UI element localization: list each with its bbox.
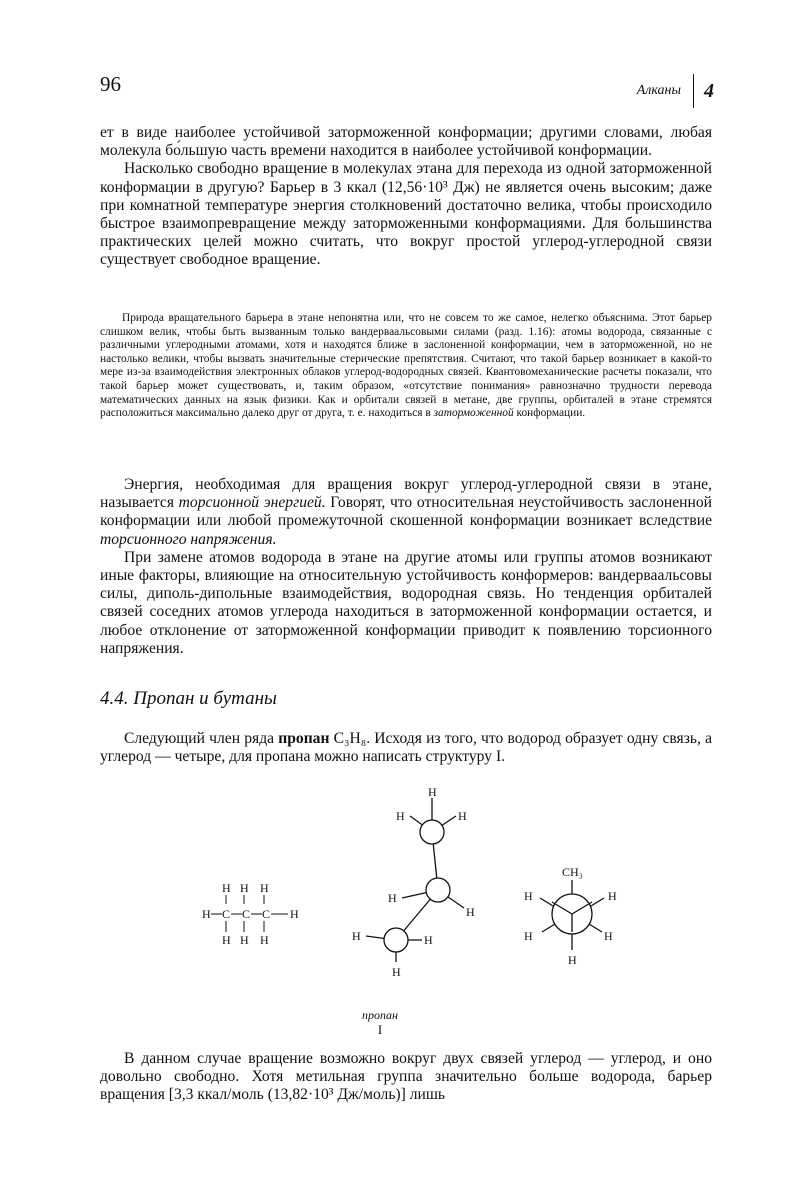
- p3-text: Энергия, необходимая для вращения вокруг углерод-углеродной связи в этане, называется: [100, 476, 712, 512]
- p5-text: Следующий член ряда: [124, 730, 279, 747]
- atom-label: H: [466, 905, 475, 919]
- atom-label: H: [352, 929, 361, 943]
- figure-caption: пропан: [362, 1008, 398, 1022]
- atom-label: H: [260, 881, 269, 895]
- atom-label: H: [240, 933, 249, 947]
- atom-label: H: [568, 953, 577, 967]
- atom-label: H: [202, 907, 211, 921]
- atom-label: C: [222, 907, 231, 921]
- header-separator: [693, 74, 694, 108]
- p5-text-2: . Исходя из того, что водород образует одну связь, а углерод — четыре, для пропана можно написать структуру I.: [100, 730, 712, 766]
- paragraph: В данном случае вращение возможно вокруг двух связей углерод — углерод, и оно довольно свободно. Хотя метильная группа значительно больше водорода, барьер вращения [3,3 ккал/моль (13,82·10³ Дж/моль)] лишь: [100, 1050, 712, 1104]
- chapter-number: 4: [704, 79, 714, 102]
- note-text-end: конформации.: [513, 407, 586, 420]
- running-title: Алканы: [636, 83, 681, 98]
- note-emphasis: заторможенной: [433, 407, 514, 420]
- small-print-note: [100, 312, 712, 421]
- page-number: 96: [100, 72, 121, 96]
- paragraph: [100, 730, 712, 766]
- propane-formula: C₃H₈: [329, 730, 367, 747]
- atom-label: H: [608, 889, 617, 903]
- term-torsional-strain: торсионного напряжения.: [100, 530, 277, 548]
- paragraph: Насколько свободно вращение в молекулах этана для перехода из одной заторможенной конформации в другую? Барьер в 3 ккал (12,56·10³ Дж) не является очень высоким; даже при комнатной температуре энергия столкновений достаточно велика, чтобы происходило быстрое взаимопревращение между заторможенными конформациями. Для большинства практических целей можно считать, что вокруг простой углерод-углеродной связи существует свободное вращение.: [100, 160, 712, 269]
- newman-projection: [540, 880, 604, 950]
- atom-label: H: [260, 933, 269, 947]
- methyl-label: CH₃: [562, 865, 583, 879]
- ball-and-stick-model: [366, 798, 464, 962]
- atom-label: H: [524, 889, 533, 903]
- atom-label: H: [240, 881, 249, 895]
- atom-label: H: [222, 881, 231, 895]
- note-paragraph: [100, 312, 712, 421]
- atom-label: H: [290, 907, 299, 921]
- running-head: [637, 74, 714, 108]
- bottom-text: [100, 1050, 712, 1105]
- atom-label: H: [396, 809, 405, 823]
- structural-formula: [202, 881, 299, 947]
- propane-structures-figure: [180, 780, 640, 1010]
- paragraph: [100, 476, 712, 549]
- note-text: Природа вращательного барьера в этане непонятна или, что не совсем то же самое, нелегко объяснима. Этот барьер слишком велик, чтобы быть вызванным только вандерваальсовыми силами (разд. 1.16): атомы водорода, связанные с различными углеродными атомами, хотя и находятся ближе в заслоненной конформации, чем в заторможенной, но не настолько велики, чтобы вызвать значительные стерические препятствия. Считают, что такой барьер возникает в какой-то мере из-за взаимодействия электронных облаков углерод-водородных связей. Квантовомеханические расчеты показали, что такой барьер может существовать, и, таким образом, «отсутствие понимания» равнозначно трудности перевода математических данных на язык физики. Как и орбитали связей в метане, две группы, орбиталей в этане стремятся расположиться максимально далеко друг от друга, т. е. находиться в: [100, 312, 712, 420]
- atom-label: C: [262, 907, 271, 921]
- section-text: [100, 730, 712, 766]
- atom-label: H: [604, 929, 613, 943]
- atom-label: H: [524, 929, 533, 943]
- atom-label: H: [388, 891, 397, 905]
- middle-text: [100, 476, 712, 658]
- atom-label: H: [222, 933, 231, 947]
- atom-label: C: [242, 907, 251, 921]
- figure-number: I: [377, 1022, 383, 1037]
- atom-label: H: [392, 965, 401, 979]
- atom-label: H: [424, 933, 433, 947]
- p3-text-2: Говорят, что относительная неустойчивость заслоненной конформации или любой промежуточной скошенной конформации возникает вследствие: [100, 494, 712, 530]
- paragraph: ет в виде наиболее устойчивой заторможенной конформации; другими словами, любая молекула бо́льшую часть времени находится в наиболее устойчивой конформации.: [100, 124, 712, 160]
- paragraph: При замене атомов водорода в этане на другие атомы или группы атомов возникают иные факторы, влияющие на относительную устойчивость конформеров: вандерваальсовы силы, диполь-дипольные взаимодействия, водородная связь. Но тенденция орбиталей связей соседних атомов углерода находиться в заторможенной конформации остается, и любое отклонение от заторможенной конформации приводит к появлению торсионного напряжения.: [100, 548, 712, 657]
- atom-label: H: [458, 809, 467, 823]
- term-propane: пропан: [278, 730, 330, 747]
- top-text: [100, 124, 712, 270]
- term-torsional-energy: торсионной энергией.: [178, 494, 326, 512]
- atom-label: H: [428, 785, 437, 799]
- ball-and-stick-labels: [352, 785, 475, 979]
- section-heading: 4.4. Пропан и бутаны: [100, 688, 277, 709]
